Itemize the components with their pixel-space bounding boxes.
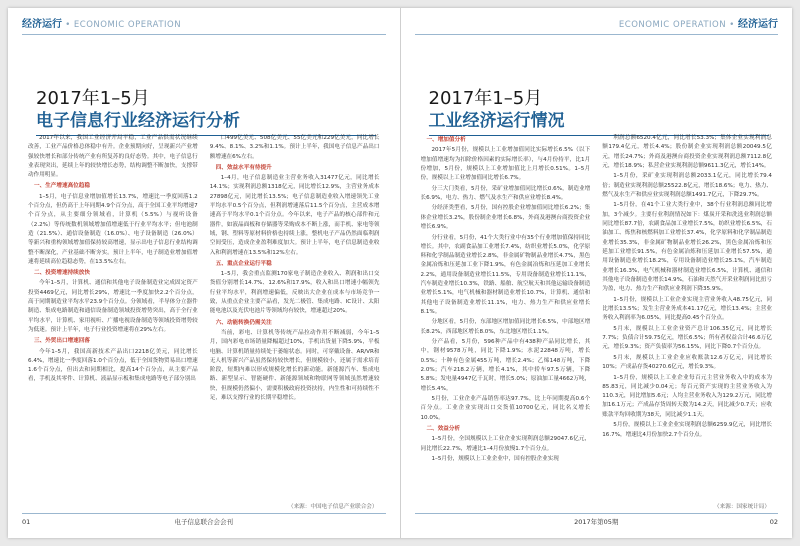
left-page-footer [22,513,386,530]
right-page-footer [415,513,779,530]
left-article-body [28,134,380,492]
right-article-title [429,88,769,136]
section-name-en: ECONOMIC OPERATION • [618,20,735,30]
right-article-body [421,134,773,492]
section-heading: 一、生产增速高位趋稳 [34,183,90,190]
paragraph: 分产品看，5月份，596种产品中有438种产品同比增长，其中，钢材9578万吨，同比下降1.9%；水泥22848万吨，增长0.5%；十种有色金属455万吨，增长2.4%；乙烯148万吨，下降2.0%；汽车218.2万辆，增长4.1%，其中轿车97.5万辆，下降5.8%；发电量4947亿千瓦时，增长5.0%；原油加工量4662万吨，增长5.4%。 [420,339,591,392]
paragraph: 1–5月份，采矿业实现利润总额2033.1亿元，同比增长79.4倍；制造业实现利润总额25522.8亿元，增长18.6%；电力、热力、燃气及水生产和供应业实现利润总额1491.7亿元，下降29.7%。 [602,173,772,198]
left-page [8,8,401,538]
section-name: 经济运行 [738,19,778,30]
paragraph: 利润总额6520.4亿元，同比增长53.3%；集体企业实现利润总额179.4亿元，增长4.4%；股份制企业实现利润总额20049.5亿元，增长24.7%；外商及港澳台商投资企业实现利润总额7112.8亿元，增长18.9%；私营企业实现利润总额9611.3亿元，增长14%。 [602,135,772,169]
paragraph: 当前，彩电、计算机等传统产品拉动作用不断减弱，今年1–5月，国内彩电市场销量降幅超过10%，手机出货量下降5.9%，平板电脑、计算机销量持续处于萎缩状态。同时，可穿戴设备、AR/VR和无人机等新兴产品虽然保持较快增长，但规模较小，还属于需求培育阶段，短期内难以形成规模化增长的新动能。新能源汽车、集成电路、新型显示、智能硬件、新能源领域和物联网等领域虽然增速较快，但规模仍然偏小，需要积极政府投资扶持，内生性和可持续性不足，难以支撑行业的长期平稳增长。 [209,329,380,402]
paragraph: 1–4月，电子信息制造业主营业务收入31477亿元，同比增长14.1%；实现利润总额1318亿元，同比增长12.9%，主营业务成本27898亿元，同比增长13.5%；电子信息制造业收入增速领先工业平均水平0.5个百分点，但利润增速落后11.5个百分点，主营成本增速高于平均水平0.1个百分点。今年以来，电子产品的核心部件和元器件，如液晶面板和存储器等采购成本不断上涨，而手机、家电等领域，钢、塑料等原材料价格也持续上涨，整机电子产品仍然面临利润空间受压，造成企业盈利难度加大。预计上半年，电子信息制造业收入和利润增速在13.5%和12%左右。 [209,175,380,256]
section-heading: 二、投资增速持续放快 [34,270,90,277]
section-heading: 四、效益水平有待提升 [215,164,272,171]
paragraph: 口499亿美元、508亿美元、55亿美元和229亿美元，同比增长9.4%、8.1%、3.2%和1.1%。预计上半年，我国电子信息产品出口额增速在6%左右。 [209,135,380,160]
section-name-en: • ECONOMIC OPERATION [65,20,182,30]
page-number: 01 [22,518,31,526]
paragraph: 1–5月，我会重点监测170家电子制造企业收入、利润和出口交货值分别增长14.7%、12.6%和17.9%，收入和出口增速小幅领先行业平均水平，利润增速偏低，反映出大企业在成本与市场竞争一致，从重点企业主要产品看，发光二极管、集成电路、IC设计、太阳能电池以及光伏电池片等领域均有较快，增速超过20%。 [209,271,380,315]
title-line-1: 2017年1–5月 [428,88,543,109]
text-column-2 [602,134,772,492]
paragraph: 分三大门类看，5月份，采矿业增加值同比增长0.6%，制造业增长6.9%，电力、热力、燃气及水生产和供应业增长8.4%。 [420,185,591,201]
magazine-spread [8,8,792,538]
left-article-title [36,88,376,136]
publication-name: 电子信息联合会会刊 [174,518,233,526]
paragraph: 1–5月份，全国规模以上工业企业实现利润总额29047.6亿元，同比增长22.7%，增速比1–4月份放慢1.7个百分点。 [420,436,591,452]
paragraph: 分地区看，5月份，东部地区增加值同比增长6.5%，中部地区增长8.2%，西部地区增长8.0%，东北地区增长1.1%。 [420,319,591,335]
paragraph: 分行业看，5月份，41个大类行业中有35个行业增加值保持同比增长。其中，农副食品加工业增长7.4%，纺织业增长5.0%，化学原料和化学制品制造业增长2.8%，非金属矿物制品业增长4.7%，黑色金属冶炼和压延加工业下降1.9%，有色金属冶炼和压延加工业增长2.2%，通用设备制造业增长11.5%，专用设备制造业增长11.1%，汽车制造业增长10.3%，铁路、船舶、航空航天和其他运输设备制造业增长5.1%，电气机械和器材制造业增长10.7%，计算机、通信和其他电子设备制造业增长11.1%，电力、热力生产和供应业增长8.1%。 [420,234,591,315]
section-heading: 六、动能转换仍需关注 [215,319,272,326]
article-source: （来源：国家统计局） [714,504,770,510]
paragraph: 今年1–5月，计算机、通信和其他电子设备制造业完成固定资产投资4469亿元，同比增长29%，增速比一季度加快2.2个百分点，高于同期制造业平均水平23.9个百分点。分领域看，半导体分立器件制造、集成电路制造和通信设备制造领域投资增势突出，高于全行业平均水平，计算机、家用视听、广播电视设备制造等领域投资增势较为低迷。预计上半年，电子行业投资增速将在29%左右。 [28,280,198,333]
title-line-1: 2017年1–5月 [36,88,150,109]
paragraph: 1–5月份，规模以上工业企业实现主营业务收入48.75亿元，同比增长13.5%；发生主营业务成本41.17亿元，增长13.4%；主营业务收入利润率为6.05%，同比提高0.45个百分点。 [602,296,772,322]
paragraph: 1–5月份，规模以上工业企业每百元主营业务收入中的成本为85.83元，同比减少0.04元；每百元资产实现的主营业务收入为110.3元，同比增加5.6元；人均主营业务收入为129.2万元，同比增加16.1万元；产成品存货周转天数为14.2天，同比减少0.7天；应收账款平均回收期为38天，同比减少1.1天。 [602,374,772,418]
left-page-header [22,16,386,35]
paragraph: 今年1–5月，我国高新技术产品出口2218亿美元，同比增长6.4%，增速比一季度回落1.0个百分点，低于全国货物贸易出口增速1.6个百分点，但出去和同期相比，提高14个百分点，从主要产品看，手机及其零件、计算机、液晶显示板和集成电路等电子部分别出 [28,348,198,383]
paragraph: 1–5月，电子信息业增加值增长13.7%，增速比一季度回落1.2个百分点，但仍高于上年同期4.9个百分点，高于全国工业平均增速7个百分点，从主要细分领域看，计算机（5.5%）与视听设备（2.2%）等传统数机领域增加值增速低于行业平均水平；但电池制造（21.5%）、通信设备制造（16.0%）、电子设备制造（26.0%）等新兴和重构领域增加值保持较高增速，显示出电子信息行业结构调整不断深化，产业基础不断夯实。预计上半年，电子制造业增加值增速将延续高位趋稳态势，在13.5%左右。 [28,193,198,265]
paragraph: 5月末，规模以上工业企业应收账款12.6万亿元，同比增长10%；产成品存货40270.6亿元，增长9.3%。 [602,354,772,371]
title-line-2: 工业经济运行情况 [429,110,769,136]
article-source: （来源：中国电子信息产业联合会） [287,504,378,510]
section-heading: 五、重点企业运行平稳 [215,260,272,267]
paragraph: 1–5月份，规模以上工业企业中，国有控股企业实现 [431,456,559,463]
section-heading: 二、效益分析 [426,426,461,433]
right-page-header [415,16,779,35]
paragraph: 2017年5月份，规模以上工业增加值同比实际增长6.5%（以下增加值增速均为扣除价格因素的实际增长率），与4月份持平，比1月份增加，5月份，规模以上工业增加值比上月增长0.51%。1–5月份，规模以上工业增加值同比增长6.7%。 [420,147,591,182]
text-column-1 [421,134,591,492]
paragraph: 2017年以来，我国工业经济开局平稳，工业产品供需状况继续改善，工业产品价格总体稳中有升。企业预期向好，呈现新兴产业增强较快增长和部分传统产业有所复苏的良好态势。其中，电子信息行业表现突出，延续上年的较快增长态势，结构调整不断加快，支撑带动作用明显。 [28,135,198,179]
text-column-2 [210,134,380,492]
paragraph: 分经济类型看，5月份，国有控股企业增加值同比增长6.2%；集体企业增长3.2%，股份制企业增长6.8%，外商及港澳台商投资企业增长6.9%。 [420,205,591,231]
text-column-1 [28,134,198,492]
title-line-2: 电子信息行业经济运行分析 [36,110,376,136]
issue-label: 2017年第05期 [574,518,619,526]
paragraph: 5月份，规模以上工业企业实现利润总额6259.9亿元，同比增长16.7%，增速比4月份加快2.7个百分点。 [602,422,772,438]
section-heading: 三、外贸出口增速回落 [34,338,90,345]
page-number: 02 [769,518,778,526]
paragraph: 5月末，规模以上工业企业资产总计106.35亿元，同比增长7.7%；负债合计59.75亿元，增长6.5%；所有者权益合计46.6万亿元，增长9.3%；资产负债率为56.15%，同比下降0.7个百分点。 [602,325,772,351]
paragraph: 5月份，工业企业产品销售率达97.7%，比上年同期提高0.6个百分点。工业企业实现出口交货值10700亿元，同比名义增长10.0%。 [420,396,591,421]
section-name: 经济运行 [22,19,62,30]
right-page [401,8,793,538]
section-heading: 一、增加值分析 [426,137,466,143]
paragraph: 1–5月份，在41个工业大类行业中，38个行业利润总额同比增加，3个减少。主要行业利润情况如下：煤炭开采和洗选业利润总额同比增长87.7倍，农副食品加工业增长7.5%，纺织业增长6.5%，石油加工、炼焦和核燃料加工业增长37.4%，化学原料和化学制品制造业增长35.3%，非金属矿物制品业增长26.2%，黑色金属冶炼和压延加工业增长91.5%，有色金属冶炼和压延加工业增长57.5%，通用设备制造业增长18.2%，专用设备制造业增长25.1%，汽车制造业增长16.3%，电气机械和器材制造业增长6.5%，计算机、通信和其他电子设备制造业增长14.9%，石油和天然气开采业利润同比扭亏为盈，电力、热力生产和供应业利润下降35.9%。 [602,202,772,293]
